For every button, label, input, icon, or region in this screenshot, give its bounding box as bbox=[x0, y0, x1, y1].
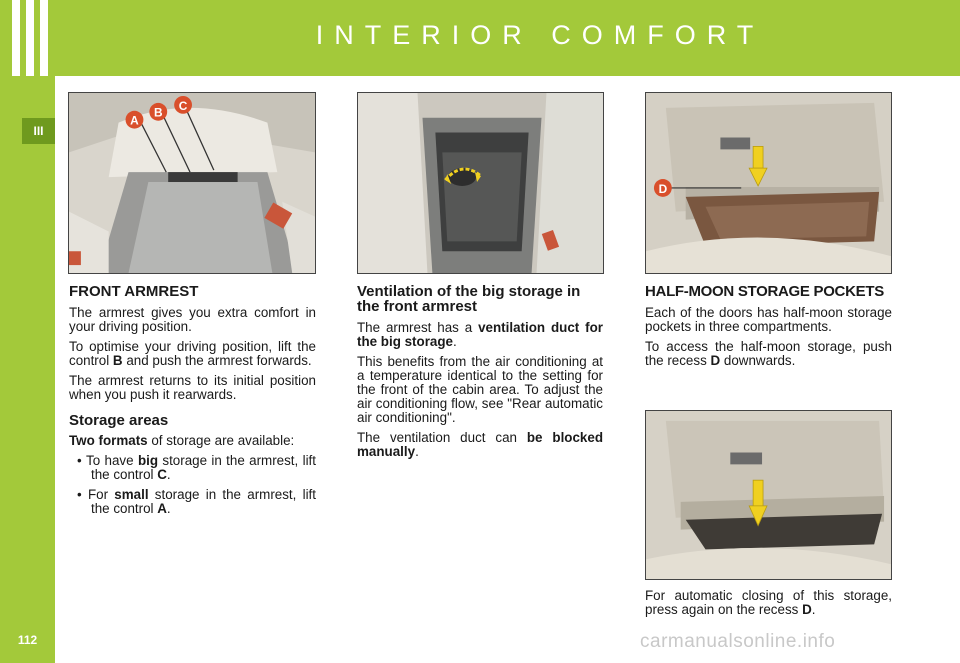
list-item: • To have big storage in the armrest, lift the control C. bbox=[77, 453, 316, 482]
paragraph: The armrest returns to its initial position when you push it rearwards. bbox=[69, 373, 316, 402]
paragraph: The armrest has a ventilation duct for the big storage. bbox=[357, 320, 603, 349]
header-band bbox=[0, 0, 960, 76]
column-ventilation bbox=[357, 284, 603, 465]
callout-a-label: A bbox=[130, 113, 139, 128]
paragraph: The ventilation duct can be blocked manually. bbox=[357, 430, 604, 459]
section-heading-half-moon: HALF-MOON STORAGE POCKETS bbox=[645, 283, 884, 300]
list-item: • For small storage in the armrest, lift the control A. bbox=[77, 487, 316, 516]
page-title: INTERIOR COMFORT bbox=[315, 20, 765, 50]
callout-d bbox=[654, 179, 672, 197]
column-half-moon-storage bbox=[645, 284, 892, 374]
subheading-storage-areas: Storage areas bbox=[69, 412, 169, 429]
paragraph: The armrest gives you extra comfort in your driving position. bbox=[69, 305, 316, 334]
callout-c bbox=[174, 96, 192, 114]
header-stripe bbox=[26, 0, 34, 76]
paragraph: Two formats of storage are available: bbox=[69, 433, 295, 448]
callout-a bbox=[126, 111, 144, 129]
chapter-tab: III bbox=[22, 118, 55, 144]
door-pocket-photo-open bbox=[645, 410, 892, 580]
door-pocket-photo-closed bbox=[645, 92, 892, 274]
paragraph: To optimise your driving position, lift the control B and push the armrest forwards. bbox=[69, 339, 316, 368]
page-number: 112 bbox=[17, 633, 38, 647]
paragraph: For automatic closing of this storage, press again on the recess D. bbox=[645, 588, 892, 617]
section-heading-front-armrest: FRONT ARMREST bbox=[69, 283, 199, 300]
paragraph: This benefits from the air conditioning at a temperature identical to the setting for the front of the cabin area. To adjust the air conditioning flow, see "Rear automatic air conditioning". bbox=[357, 354, 603, 425]
storage-ventilation-photo bbox=[357, 92, 604, 274]
watermark: carmanualsonline.info bbox=[640, 631, 836, 652]
callout-c-label: C bbox=[178, 98, 188, 113]
header-stripe bbox=[12, 0, 20, 76]
header-stripe bbox=[40, 0, 48, 76]
callout-b bbox=[149, 103, 167, 121]
paragraph: To access the half-moon storage, push the recess D downwards. bbox=[645, 339, 892, 368]
sidebar bbox=[0, 76, 55, 663]
section-heading-ventilation: Ventilation of the big storage in the front armrest bbox=[357, 283, 581, 315]
caption-automatic-closing bbox=[645, 589, 892, 623]
callout-d-label: D bbox=[658, 181, 668, 196]
armrest-photo bbox=[68, 92, 316, 274]
callout-b-label: B bbox=[153, 105, 163, 120]
column-front-armrest bbox=[69, 284, 316, 522]
paragraph: Each of the doors has half-moon storage pockets in three compartments. bbox=[645, 305, 892, 334]
